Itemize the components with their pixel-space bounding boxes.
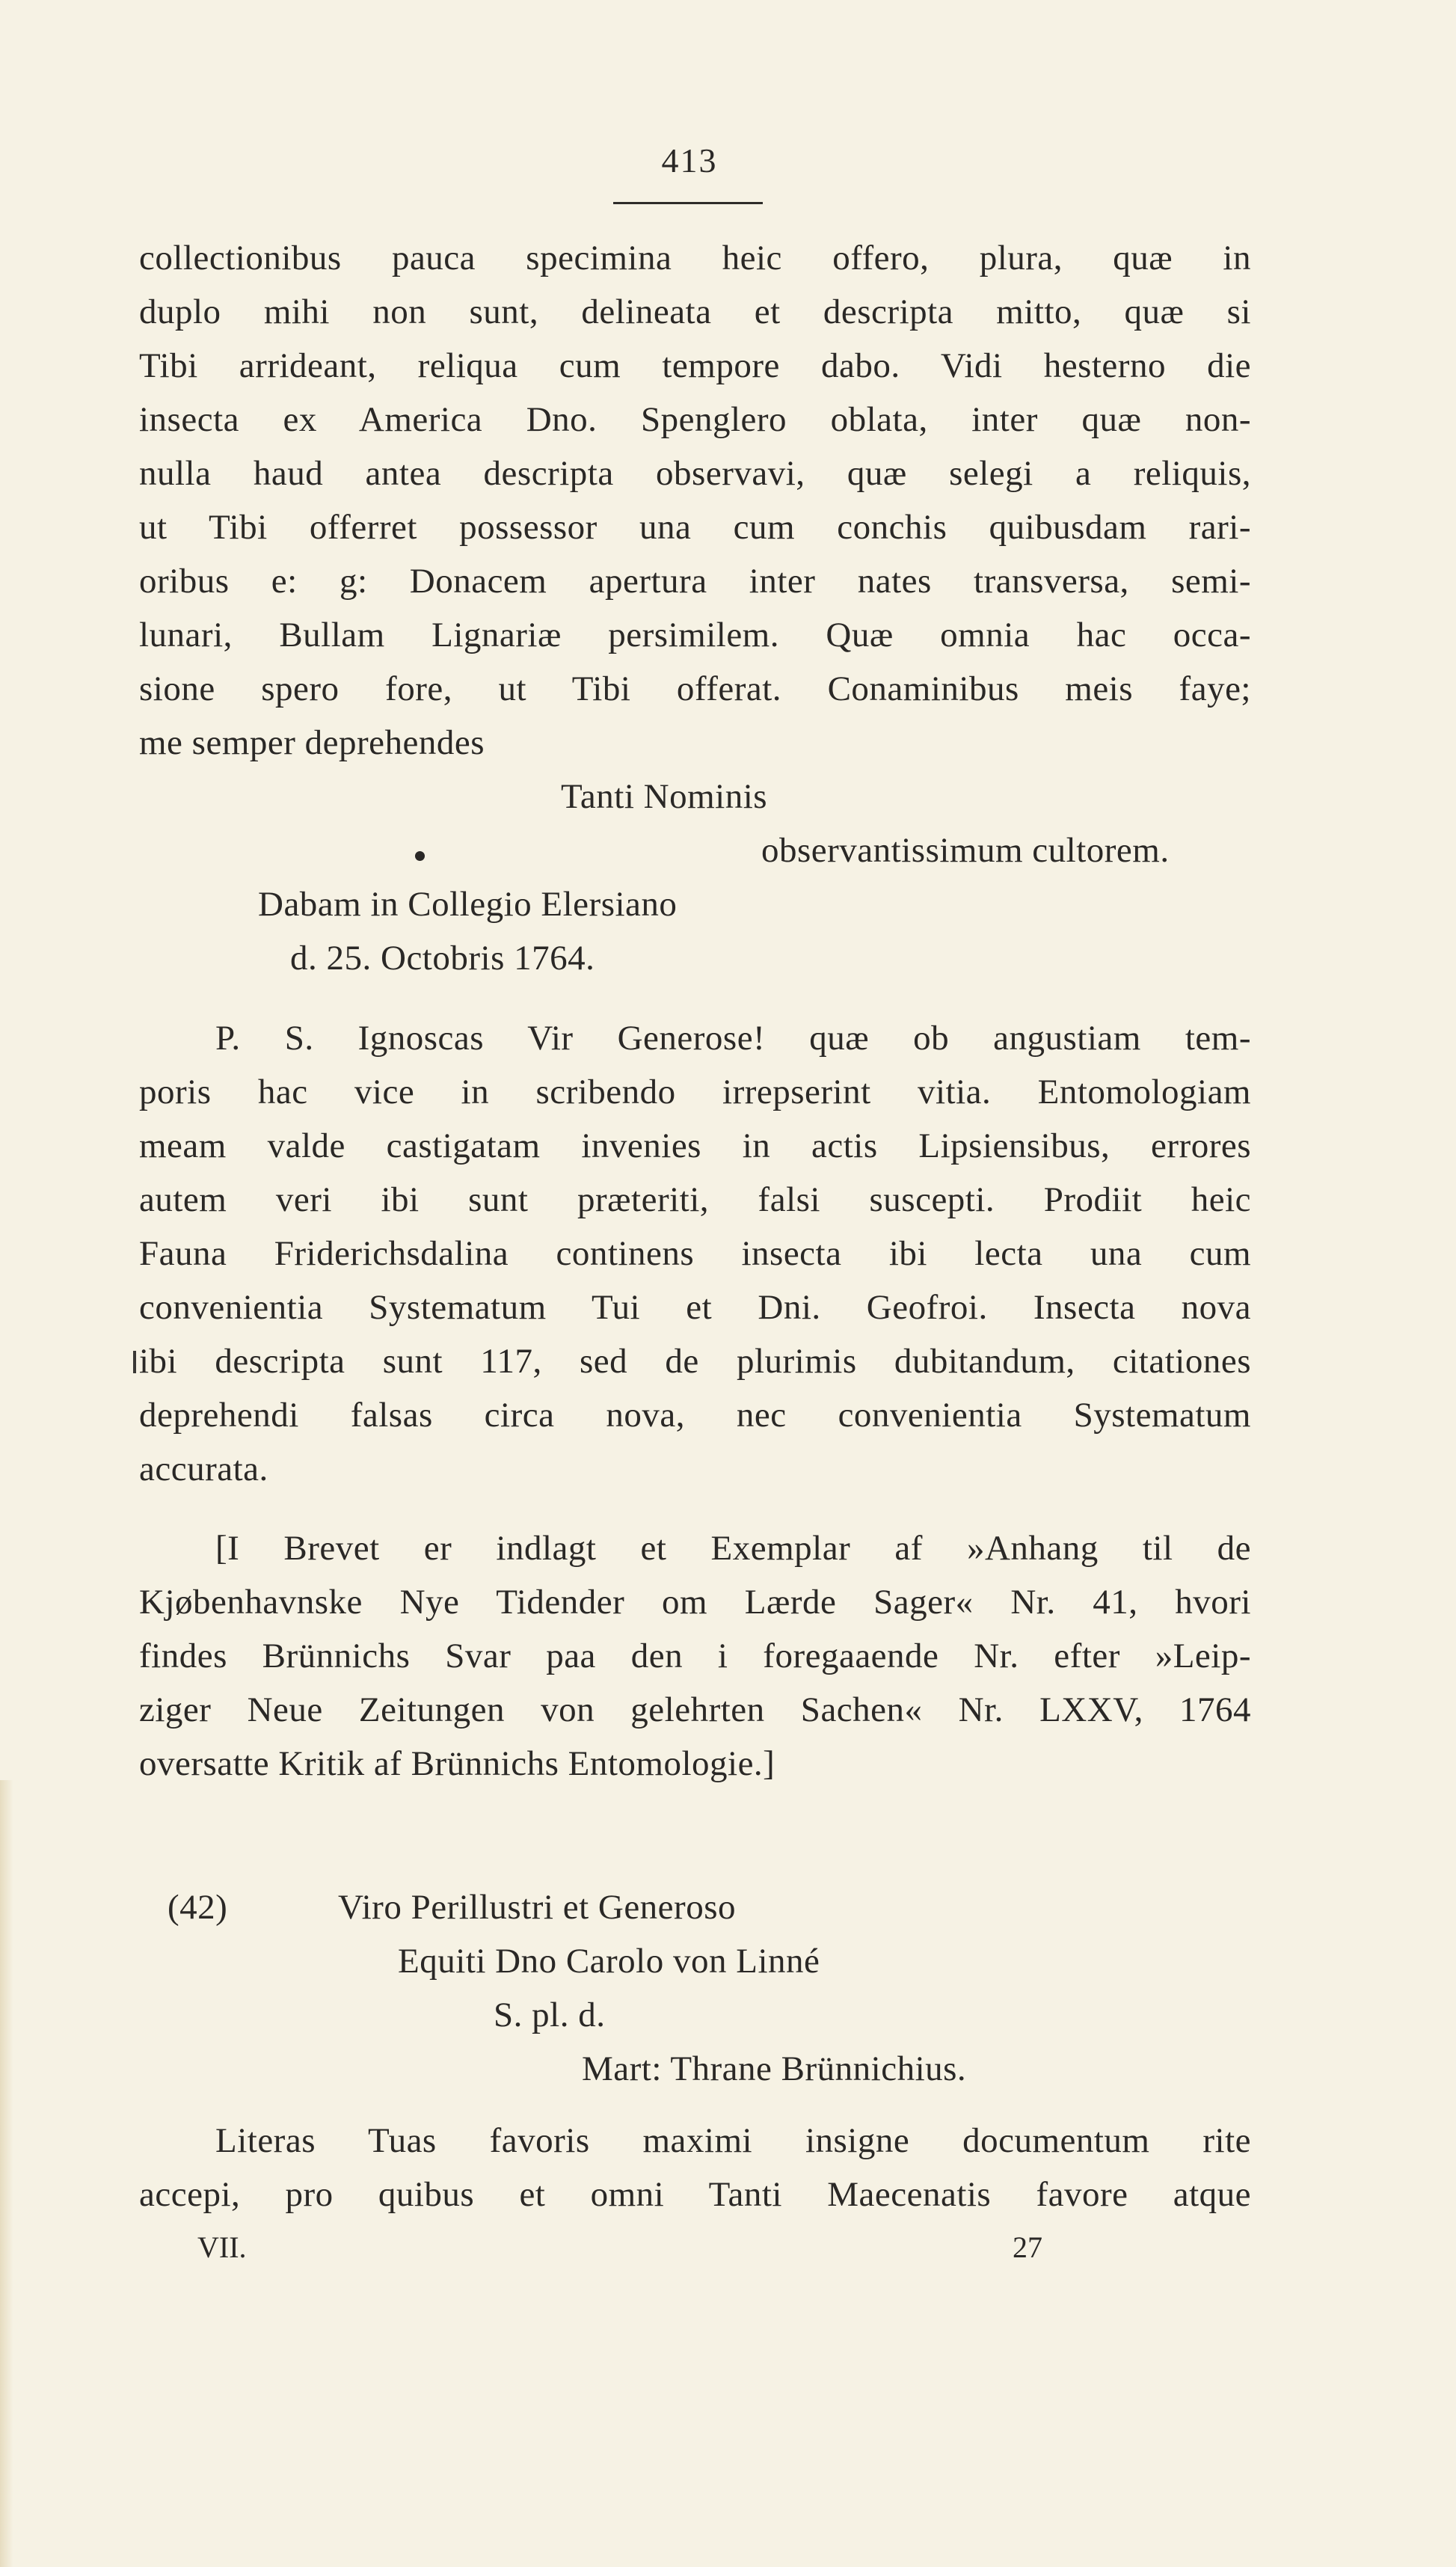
paragraph1-line: Tibi arrideant, reliqua cum tempore dabo. Vidi hesterno die [139, 346, 1251, 385]
postscript-last-line: accurata. [139, 1450, 268, 1488]
note-line: [I Brevet er indlagt et Exemplar af »Anhang til de [215, 1529, 1251, 1568]
postscript-line: P. S. Ignoscas Vir Generose! quæ ob angustiam tem- [215, 1019, 1251, 1058]
paragraph1-line: oribus e: g: Donacem apertura inter nates transversa, semi- [139, 562, 1251, 601]
footer-signature-number: 27 [1013, 2230, 1042, 2264]
letter-equiti: Equiti Dno Carolo von Linné [398, 1942, 820, 1981]
paragraph1-line: duplo mihi non sunt, delineata et descripta mitto, quæ si [139, 292, 1251, 331]
postscript-line: meam valde castigatam invenies in actis Lipsiensibus, errores [139, 1126, 1251, 1165]
postscript-line: Fauna Friderichsdalina continens insecta ibi lecta una cum [139, 1234, 1251, 1273]
paragraph1-line: sione spero fore, ut Tibi offerat. Conaminibus meis faye; [139, 669, 1251, 708]
paragraph1-last-line: me semper deprehendes [139, 723, 485, 762]
footer-volume: VII. [197, 2230, 247, 2264]
paragraph1-line: insecta ex America Dno. Spenglero oblata, inter quæ non- [139, 400, 1251, 439]
postscript-line: poris hac vice in scribendo irrepserint vitia. Entomologiam [139, 1073, 1251, 1111]
margin-mark [133, 1351, 136, 1373]
paragraph1-line: collectionibus pauca specimina heic offero, plura, quæ in [139, 239, 1251, 277]
closing-tanti-nominis: Tanti Nominis [561, 777, 768, 816]
postscript-line: deprehendi falsas circa nova, nec convenientia Systematum [139, 1396, 1251, 1435]
letter-sender: Mart: Thrane Brünnichius. [582, 2049, 967, 2088]
letter-salutation: S. pl. d. [494, 1996, 606, 2034]
closing-date: d. 25. Octobris 1764. [290, 939, 595, 978]
letter-body-line: accepi, pro quibus et omni Tanti Maecenatis favore atque [139, 2175, 1251, 2214]
note-line: Kjøbenhavnske Nye Tidender om Lærde Sager« Nr. 41, hvori [139, 1583, 1251, 1622]
note-last-line: oversatte Kritik af Brünnichs Entomologie.] [139, 1744, 775, 1783]
postscript-line: autem veri ibi sunt præteriti, falsi suscepti. Prodiit heic [139, 1180, 1251, 1219]
closing-observantissimum: observantissimum cultorem. [761, 831, 1170, 870]
paragraph1-line: ut Tibi offerret possessor una cum conchis quibusdam rari- [139, 508, 1251, 547]
paragraph1-line: nulla haud antea descripta observavi, quæ selegi a reliquis, [139, 454, 1251, 493]
letter-body-line: Literas Tuas favoris maximi insigne documentum rite [215, 2121, 1251, 2160]
paragraph1-line: lunari, Bullam Lignariæ persimilem. Quæ omnia hac occa- [139, 616, 1251, 654]
page-edge-shadow [0, 1780, 13, 2567]
page-number: 413 [661, 141, 718, 180]
postscript-line: ibi descripta sunt 117, sed de plurimis dubitandum, citationes [139, 1342, 1251, 1381]
bullet-mark [415, 851, 425, 861]
postscript-line: convenientia Systematum Tui et Dni. Geofroi. Insecta nova [139, 1288, 1251, 1327]
note-line: ziger Neue Zeitungen von gelehrten Sachen« Nr. LXXV, 1764 [139, 1690, 1251, 1729]
letter-addressee: Viro Perillustri et Generoso [338, 1888, 736, 1927]
letter-number: (42) [168, 1888, 228, 1927]
closing-dabam: Dabam in Collegio Elersiano [258, 885, 678, 924]
page-number-underline [613, 202, 763, 204]
note-line: findes Brünnichs Svar paa den i foregaaende Nr. efter »Leip- [139, 1637, 1251, 1675]
